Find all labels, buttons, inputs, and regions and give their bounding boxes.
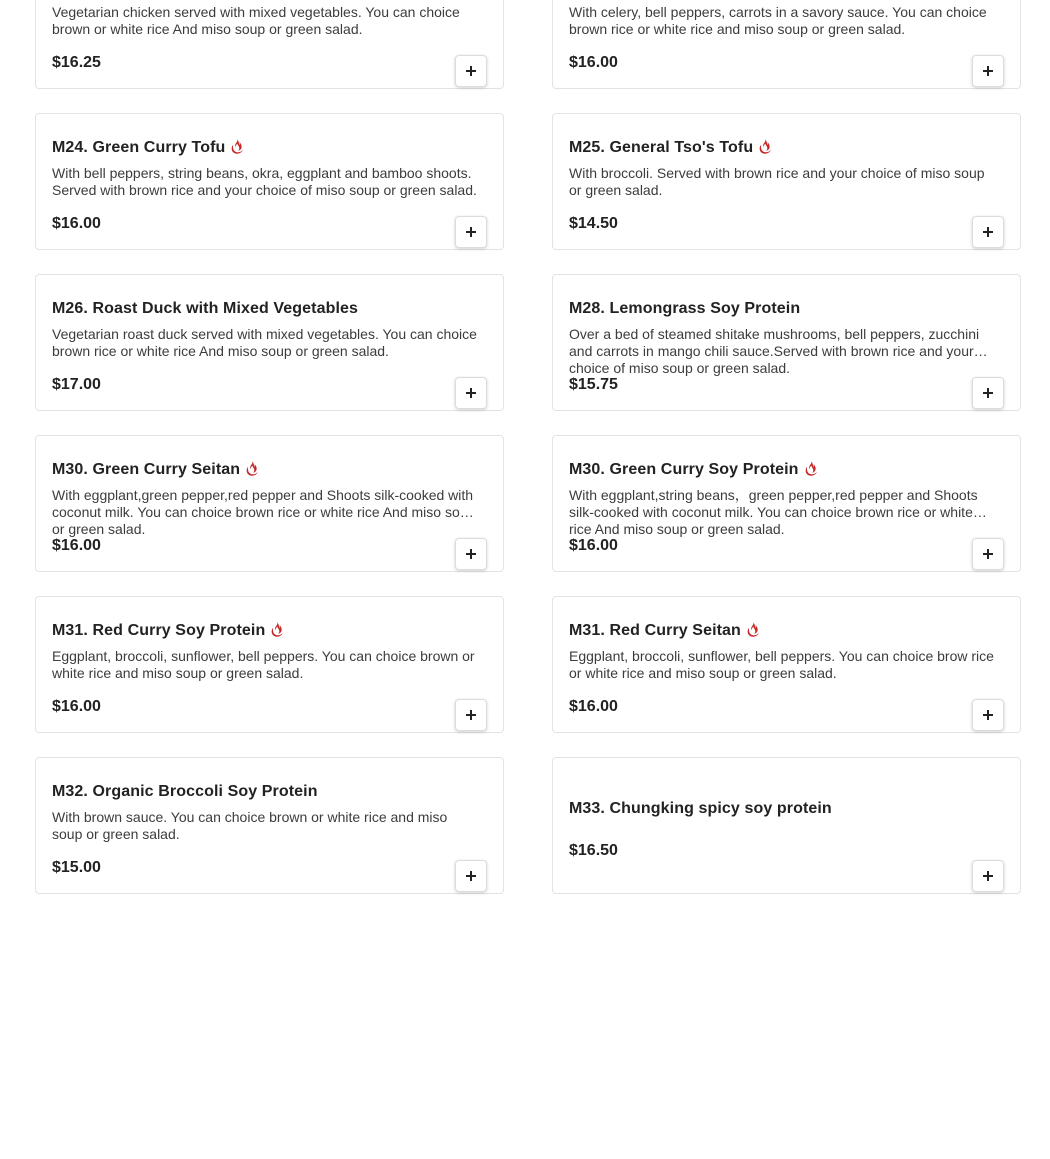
- menu-item-price: $16.00: [569, 698, 618, 715]
- menu-item-title: M33. Chungking spicy soy protein: [569, 800, 832, 817]
- plus-icon: [983, 66, 993, 76]
- menu-item-title-row: [52, 460, 487, 480]
- plus-icon: [983, 710, 993, 720]
- spicy-flame-icon: [271, 622, 284, 637]
- menu-item-title: M31. Red Curry Seitan: [569, 622, 741, 639]
- menu-item-description: With brown sauce. You can choice brown or white rice and miso soup or green salad.: [52, 809, 448, 842]
- add-to-cart-button[interactable]: [972, 699, 1004, 731]
- spicy-flame-icon: [759, 139, 772, 154]
- spicy-flame-icon: [747, 622, 760, 637]
- menu-item-description: Eggplant, broccoli, sunflower, bell peppers. You can choice brown or white rice and miso soup or green salad.: [52, 648, 475, 681]
- menu-item-card[interactable]: [552, 757, 1021, 894]
- menu-item-description: With eggplant,green pepper,red pepper and Shoots silk-cooked with coconut milk. You can choice brown rice or white rice And miso soup or green salad.: [52, 487, 476, 537]
- menu-item-title-row: [52, 621, 487, 641]
- menu-item-card[interactable]: [552, 596, 1021, 733]
- menu-item-price: $14.50: [569, 215, 618, 232]
- menu-item-title: M28. Lemongrass Soy Protein: [569, 300, 801, 317]
- menu-item-description: Eggplant, broccoli, sunflower, bell peppers. You can choice brow rice or white rice and miso soup or green salad.: [569, 648, 994, 681]
- menu-item-card[interactable]: [35, 596, 504, 733]
- menu-item-card[interactable]: [35, 435, 504, 572]
- add-to-cart-button[interactable]: [972, 860, 1004, 892]
- menu-item-title-row: [52, 782, 487, 802]
- menu-item-price: $16.00: [569, 537, 618, 554]
- menu-item-title: M31. Red Curry Soy Protein: [52, 622, 266, 639]
- add-to-cart-button[interactable]: [455, 538, 487, 570]
- menu-item-card[interactable]: [35, 113, 504, 250]
- menu-item-price: $16.00: [52, 215, 101, 232]
- menu-item-description: With bell peppers, string beans, okra, eggplant and bamboo shoots. Served with brown rice and your choice of miso soup or green salad.: [52, 165, 477, 198]
- menu-item-price: $17.00: [52, 376, 101, 393]
- menu-item-price: $15.75: [569, 376, 618, 393]
- plus-icon: [983, 227, 993, 237]
- menu-item-title-row: [569, 799, 1004, 819]
- menu-item-description: With celery, bell peppers, carrots in a savory sauce. You can choice brown rice or white rice and miso soup or green salad.: [569, 4, 987, 37]
- menu-item-price: $16.00: [52, 698, 101, 715]
- spicy-flame-icon: [805, 461, 818, 476]
- menu-item-card[interactable]: [552, 113, 1021, 250]
- menu-item-description: Vegetarian roast duck served with mixed vegetables. You can choice brown rice or white rice And miso soup or green salad.: [52, 326, 477, 359]
- add-to-cart-button[interactable]: [455, 377, 487, 409]
- menu-item-card[interactable]: [35, 757, 504, 894]
- plus-icon: [466, 549, 476, 559]
- menu-item-price: $16.00: [569, 54, 618, 71]
- menu-item-title: M26. Roast Duck with Mixed Vegetables: [52, 300, 359, 317]
- add-to-cart-button[interactable]: [455, 860, 487, 892]
- menu-item-title-row: [52, 299, 487, 319]
- menu-item-card[interactable]: [552, 274, 1021, 411]
- menu-item-title-row: [569, 138, 1004, 158]
- menu-item-description: Vegetarian chicken served with mixed vegetables. You can choice brown or white rice And miso soup or green salad.: [52, 4, 460, 37]
- spicy-flame-icon: [231, 139, 244, 154]
- menu-item-description: With eggplant,string beans，green pepper,red pepper and Shoots silk-cooked with coconut milk. You can choice brown rice or white rice And miso soup or green salad.: [569, 487, 978, 537]
- menu-item-description: Over a bed of steamed shitake mushrooms, bell peppers, zucchini and carrots in mango chili sauce.Served with brown rice and your choice of miso soup or green salad.: [569, 326, 980, 376]
- menu-item-title: M24. Green Curry Tofu: [52, 139, 226, 156]
- add-to-cart-button[interactable]: [455, 55, 487, 87]
- menu-item-price: $16.50: [569, 842, 618, 859]
- menu-item-title-row: [569, 299, 1004, 319]
- menu-item-title: M25. General Tso's Tofu: [569, 139, 754, 156]
- menu-item-card[interactable]: [552, 0, 1021, 89]
- menu-item-card[interactable]: [552, 435, 1021, 572]
- menu-item-title: M30. Green Curry Soy Protein: [569, 461, 799, 478]
- plus-icon: [466, 388, 476, 398]
- spicy-flame-icon: [246, 461, 259, 476]
- plus-icon: [466, 227, 476, 237]
- menu-item-description: With broccoli. Served with brown rice and your choice of miso soup or green salad.: [569, 165, 985, 198]
- menu-item-title: M32. Organic Broccoli Soy Protein: [52, 783, 318, 800]
- add-to-cart-button[interactable]: [972, 377, 1004, 409]
- add-to-cart-button[interactable]: [455, 216, 487, 248]
- add-to-cart-button[interactable]: [972, 55, 1004, 87]
- menu-item-price: $16.00: [52, 537, 101, 554]
- menu-item-card[interactable]: [35, 274, 504, 411]
- plus-icon: [983, 871, 993, 881]
- menu-item-card[interactable]: [35, 0, 504, 89]
- add-to-cart-button[interactable]: [972, 538, 1004, 570]
- menu-item-title-row: [569, 621, 1004, 641]
- add-to-cart-button[interactable]: [972, 216, 1004, 248]
- menu-item-title-row: [52, 138, 487, 158]
- menu-item-price: $15.00: [52, 859, 101, 876]
- menu-item-title: M30. Green Curry Seitan: [52, 461, 241, 478]
- add-to-cart-button[interactable]: [455, 699, 487, 731]
- menu-item-title-row: [569, 460, 1004, 480]
- plus-icon: [466, 710, 476, 720]
- plus-icon: [983, 388, 993, 398]
- menu-items-grid: [35, 0, 1021, 894]
- plus-icon: [466, 66, 476, 76]
- menu-item-price: $16.25: [52, 54, 101, 71]
- plus-icon: [983, 549, 993, 559]
- plus-icon: [466, 871, 476, 881]
